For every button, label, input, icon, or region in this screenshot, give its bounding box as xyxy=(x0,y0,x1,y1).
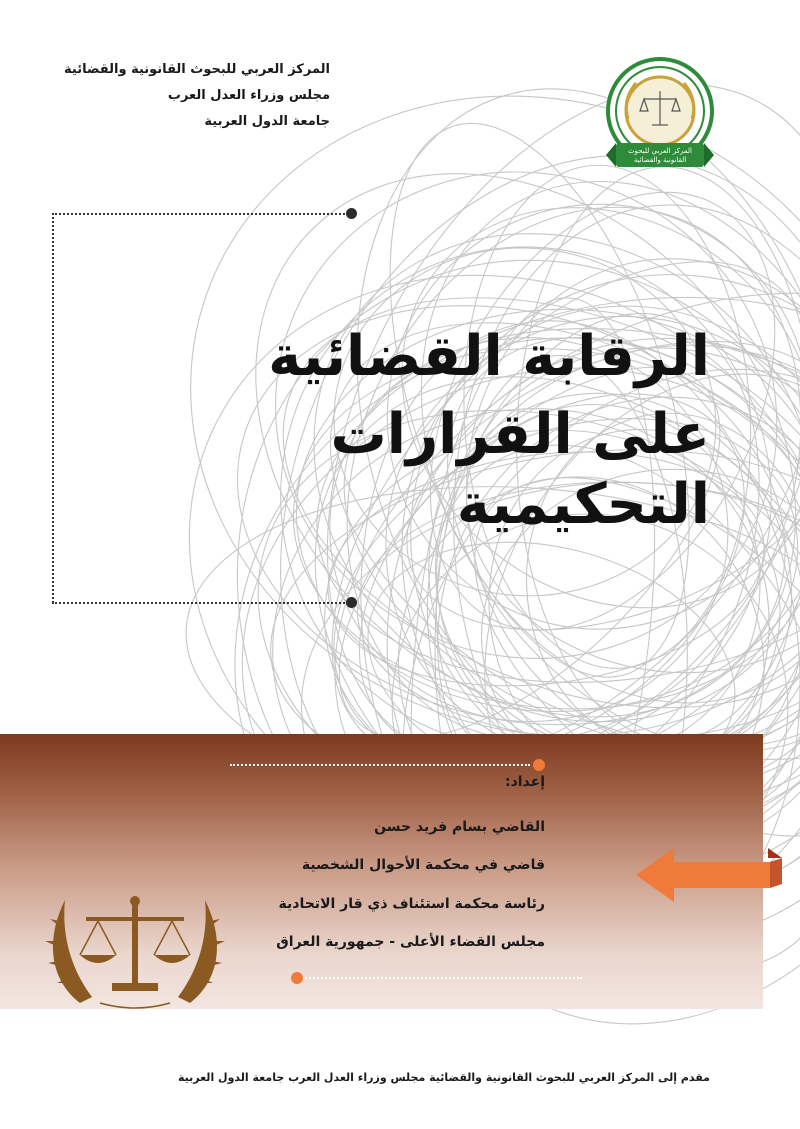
court-seal-icon xyxy=(600,55,720,180)
frame-dot-top xyxy=(346,208,357,219)
band-dotted-line-top xyxy=(230,764,530,766)
band-dotted-line-bottom xyxy=(302,977,582,979)
author-role-1: قاضي في محكمة الأحوال الشخصية xyxy=(301,857,545,873)
frame-bottom-border xyxy=(52,602,352,604)
author-role-2: رئاسة محكمة استئناف ذي قار الاتحادية xyxy=(278,896,545,912)
title-line-1: الرقابة القضائية xyxy=(268,324,710,389)
scales-of-justice-icon xyxy=(40,885,230,1015)
band-dot-bottom xyxy=(291,972,303,984)
title-line-2: على القرارات التحكيمية xyxy=(330,402,710,537)
header-institution xyxy=(30,58,330,134)
frame-dot-bottom xyxy=(346,597,357,608)
header-line-2: مجلس وزراء العدل العرب xyxy=(167,88,330,103)
logo-ribbon-line-1: المركز العربي للبحوث xyxy=(627,147,693,155)
logo-ribbon-line-2: القانونية والقضائية xyxy=(633,156,687,164)
header-line-3: جامعة الدول العربية xyxy=(204,114,330,129)
header-line-1: المركز العربي للبحوث القانونية والقضائية xyxy=(64,62,330,77)
frame-top-border xyxy=(52,213,352,215)
footer-text: مقدم إلى المركز العربي للبحوث القانونية والقضائية مجلس وزراء العدل العرب جامعة الدول العربية xyxy=(177,1071,710,1084)
prepared-by-label: إعداد: xyxy=(504,774,545,790)
frame-left-border xyxy=(52,213,54,603)
author-role-3: مجلس القضاء الأعلى - جمهورية العراق xyxy=(276,934,545,950)
arrow-left-icon xyxy=(632,844,782,906)
author-name: القاضي بسام فريد حسن xyxy=(374,819,545,835)
band-dot-top xyxy=(533,759,545,771)
